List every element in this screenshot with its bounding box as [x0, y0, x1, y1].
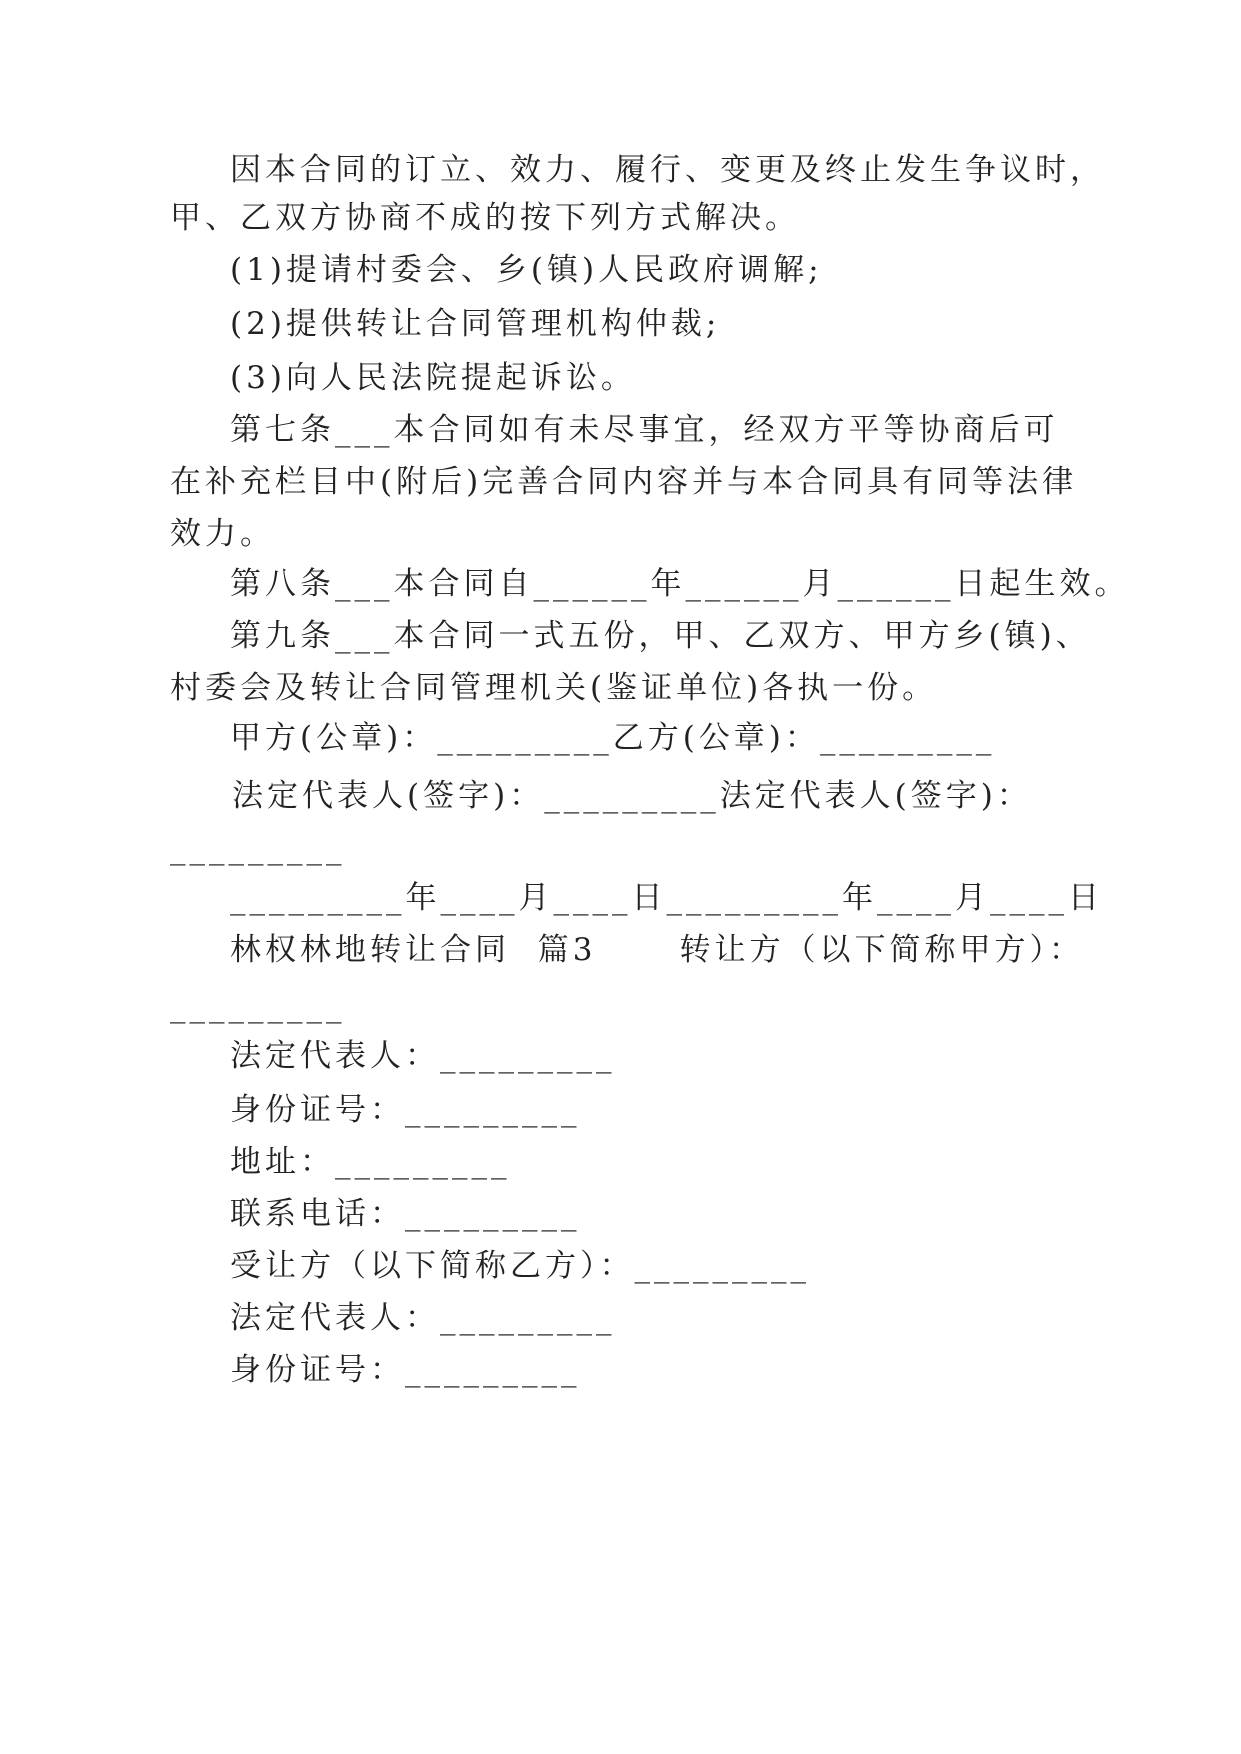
field-line: 身份证号：_________ [230, 1092, 581, 1128]
paragraph-line: 村委会及转让合同管理机关(鉴证单位)各执一份。 [170, 670, 938, 706]
article-8-line: 第八条___本合同自______年______月______日起生效。 [230, 566, 1130, 602]
date-line: _________年____月____日_________年____月____日 [230, 880, 1103, 916]
seal-line: 甲方(公章)：_________乙方(公章)：_________ [230, 720, 996, 756]
paragraph-line: (1)提请村委会、乡(镇)人民政府调解; [230, 252, 823, 288]
section-title-line: 林权林地转让合同 篇3 转让方（以下简称甲方）： [230, 932, 1085, 968]
field-line: 联系电话：_________ [230, 1196, 581, 1232]
paragraph-line: 效力。 [170, 516, 275, 552]
field-line: 受让方（以下简称乙方）：_________ [230, 1248, 810, 1284]
article-9-line: 第九条___本合同一式五份，甲、乙双方、甲方乡(镇)、 [230, 618, 1091, 654]
field-line: 法定代表人：_________ [230, 1038, 616, 1074]
field-line: 身份证号：_________ [230, 1352, 581, 1388]
paragraph-line: 在补充栏目中(附后)完善合同内容并与本合同具有同等法律 [170, 464, 1078, 500]
signature-line: 法定代表人(签字)：_________法定代表人(签字)： [232, 778, 1032, 814]
blank-line: _________ [170, 830, 346, 866]
paragraph-line: 甲、乙双方协商不成的按下列方式解决。 [170, 200, 800, 236]
field-line: 法定代表人：_________ [230, 1300, 616, 1336]
paragraph-line: 因本合同的订立、效力、履行、变更及终止发生争议时， [230, 152, 1105, 188]
field-line: 地址：_________ [230, 1144, 511, 1180]
blank-line: _________ [170, 988, 346, 1024]
paragraph-line: (3)向人民法院提起诉讼。 [230, 360, 636, 396]
article-7-line: 第七条___本合同如有未尽事宜，经双方平等协商后可 [230, 412, 1059, 448]
paragraph-line: (2)提供转让合同管理机构仲裁; [230, 306, 721, 342]
